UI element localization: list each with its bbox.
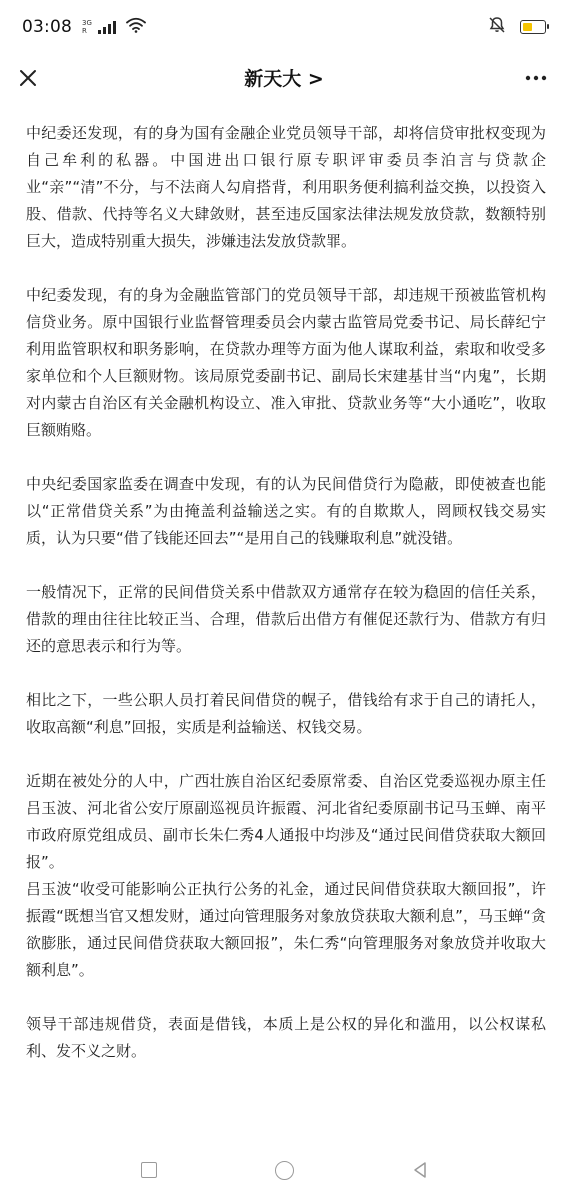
more-icon [525,75,547,81]
article-paragraph: 领导干部违规借贷，表面是借钱，本质上是公权的异化和滥用，以公权谋私利、发不义之财。 [26,1015,546,1060]
recents-button[interactable] [141,1162,157,1178]
battery-level [523,23,532,31]
back-button[interactable] [412,1161,428,1179]
network-roaming: R [82,27,87,35]
article-paragraph: 中纪委发现，有的身为金融监管部门的党员领导干部，却违规干预被监管机构信贷业务。原中国银行业监督管理委员会内蒙古监管局党委书记、局长薛纪宁利用监管职权和职务影响，在贷款办理等方面为他人谋取利益，索取和收受多家单位和个人巨额财物。该局原党委副书记、副局长宋建基甘当“内鬼”，长期对内蒙古自治区有关金融机构设立、准入审批、贷款业务等“大小通吃”，收取巨额贿赂。 [26,286,546,439]
status-bar [0,0,568,54]
article-paragraph: 相比之下，一些公职人员打着民间借贷的幌子，借钱给有求于自己的请托人，收取高额“利息”回报，实质是利益输送、权钱交易。 [26,691,546,736]
status-time: 03:08 [22,17,72,37]
more-button[interactable] [520,64,552,92]
mute-icon [488,16,506,38]
signal-icon [98,20,116,34]
network-type: 3G [82,19,92,27]
article-paragraph: 一般情况下，正常的民间借贷关系中借款双方通常存在较为稳固的信任关系，借款的理由往往比较正当、合理，借款后出借方有催促还款行为、借款方有归还的意思表示和行为等。 [26,583,546,655]
article-paragraph: 中央纪委国家监委在调查中发现，有的认为民间借贷行为隐蔽，即使被查也能以“正常借贷关系”为由掩盖利益输送之实。有的自欺欺人，罔顾权钱交易实质，认为只要“借了钱能还回去”“是用自己的钱赚取利息”就没错。 [26,475,546,547]
wifi-icon [126,17,146,38]
status-left [22,17,146,38]
battery-icon [520,20,546,34]
network-indicator [82,19,92,35]
article-paragraph: 近期在被处分的人中，广西壮族自治区纪委原常委、自治区党委巡视办原主任吕玉波、河北省公安厅原副巡视员许振霞、河北省纪委原副书记马玉蝉、南平市政府原党组成员、副市长朱仁秀4人通报中均涉及“通过民间借贷获取大额回报”。 [26,772,546,871]
navigation-bar [0,1140,568,1200]
article-paragraph: 中纪委还发现，有的身为国有金融企业党员领导干部，却将信贷审批权变现为自己牟利的私器。中国进出口银行原专职评审委员李泊言与贷款企业“亲”“清”不分，与不法商人勾肩搭背，利用职务便利搞利益交换，以投资入股、借款、代持等名义大肆敛财，甚至违反国家法律法规发放贷款，数额特别巨大，造成特别重大损失，涉嫌违法发放贷款罪。 [26,124,546,250]
page-title[interactable]: 新天大 > [244,68,324,90]
home-button[interactable] [275,1161,294,1180]
article-body [26,120,546,1092]
status-right [488,16,546,38]
title-bar [0,54,568,102]
article-paragraph: 吕玉波“收受可能影响公正执行公务的礼金，通过民间借贷获取大额回报”，许振霞“既想当官又想发财，通过向管理服务对象放贷获取大额利息”，马玉蝉“贪欲膨胀，通过民间借贷获取大额回报”，朱仁秀“向管理服务对象放贷并收取大额利息”。 [26,880,546,979]
